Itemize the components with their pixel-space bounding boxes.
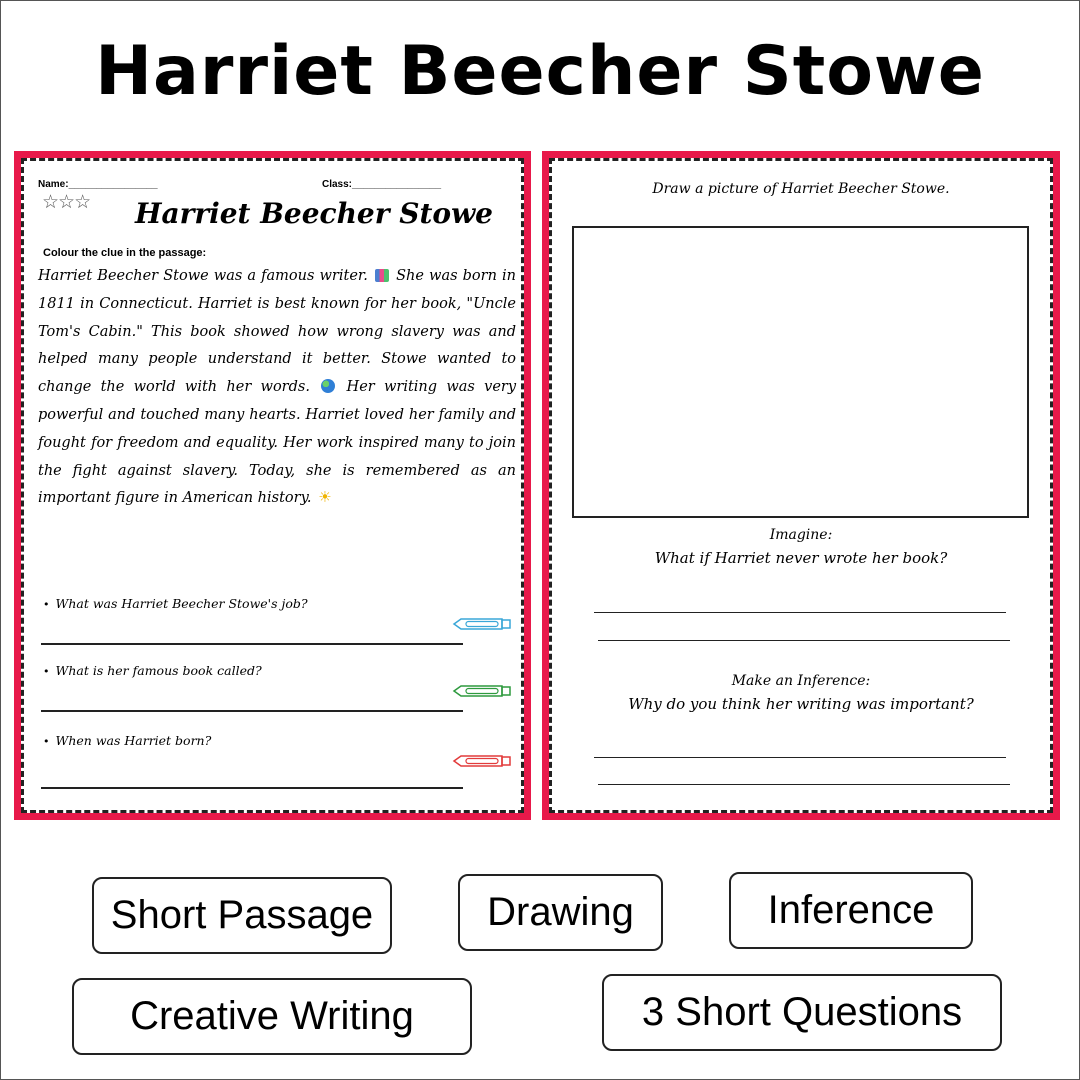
sun-icon: ☀	[318, 488, 332, 507]
name-field-label: Name:________________	[38, 179, 158, 190]
worksheet-drawing-preview	[542, 151, 1060, 820]
feature-tag-creative-writing	[72, 978, 472, 1055]
imagine-label: Imagine:	[769, 527, 833, 543]
answer-line-3[interactable]	[41, 787, 463, 789]
question-2	[43, 663, 262, 678]
inference-answer-line-1[interactable]	[594, 757, 1006, 758]
inference-answer-line-2[interactable]	[598, 784, 1010, 785]
globe-icon	[321, 379, 335, 393]
feature-tag-drawing	[458, 874, 663, 951]
page-title: Harriet Beecher Stowe	[95, 32, 985, 111]
crayon-red-icon	[452, 754, 512, 768]
reading-passage	[38, 263, 516, 513]
feature-tag-label: Drawing	[487, 890, 634, 934]
question-2-text: What is her famous book called?	[55, 663, 262, 678]
crayon-blue-icon	[452, 617, 512, 631]
bullet: •	[43, 598, 50, 611]
class-field-label: Class:________________	[322, 179, 441, 190]
feature-tag-label: 3 Short Questions	[641, 990, 963, 1034]
worksheet-drawing-page	[549, 158, 1053, 813]
passage-sentence-2: She was born in 1811 in Connecticut. Harriet is best known for her book, "Uncle Tom's Cabin." This book showed how wrong slavery was and helped many people understand it better. Stowe wanted to change the world with her words.	[38, 268, 517, 396]
inference-question: Why do you think her writing was important?	[628, 695, 974, 713]
passage-instruction: Colour the clue in the passage:	[43, 247, 207, 259]
feature-tag-3-short-questions	[602, 974, 1002, 1051]
answer-line-2[interactable]	[41, 710, 463, 712]
passage-sentence-3: Her writing was very powerful and touched many hearts. Harriet loved her family and fought for freedom and equality. Her work inspired many to join the fight against slavery. Today, she is remembered as an important figure in American history.	[38, 379, 517, 507]
question-3-text: When was Harriet born?	[55, 733, 212, 748]
crayon-green-icon	[452, 684, 512, 698]
worksheet-title: Harriet Beecher Stowe	[135, 197, 493, 230]
feature-tag-label: Short Passage	[110, 893, 374, 937]
feature-tag-label: Creative Writing	[130, 994, 414, 1038]
question-1	[43, 596, 308, 611]
inference-label: Make an Inference:	[731, 673, 871, 689]
rating-stars: ☆☆☆	[42, 192, 91, 213]
bullet: •	[43, 665, 50, 678]
feature-tag-inference	[729, 872, 973, 949]
worksheet-reading-preview	[14, 151, 531, 820]
answer-line-1[interactable]	[41, 643, 463, 645]
feature-tag-short-passage	[92, 877, 392, 954]
worksheet-reading-page	[21, 158, 524, 813]
draw-prompt: Draw a picture of Harriet Beecher Stowe.	[652, 181, 950, 197]
question-3	[43, 733, 211, 748]
imagine-answer-line-2[interactable]	[598, 640, 1010, 641]
question-1-text: What was Harriet Beecher Stowe's job?	[55, 596, 308, 611]
bullet: •	[43, 735, 50, 748]
books-icon	[375, 269, 389, 282]
imagine-question: What if Harriet never wrote her book?	[654, 549, 948, 567]
feature-tag-label: Inference	[767, 888, 935, 932]
passage-sentence-1: Harriet Beecher Stowe was a famous writer.	[38, 268, 368, 284]
drawing-box[interactable]	[572, 226, 1029, 518]
imagine-answer-line-1[interactable]	[594, 612, 1006, 613]
